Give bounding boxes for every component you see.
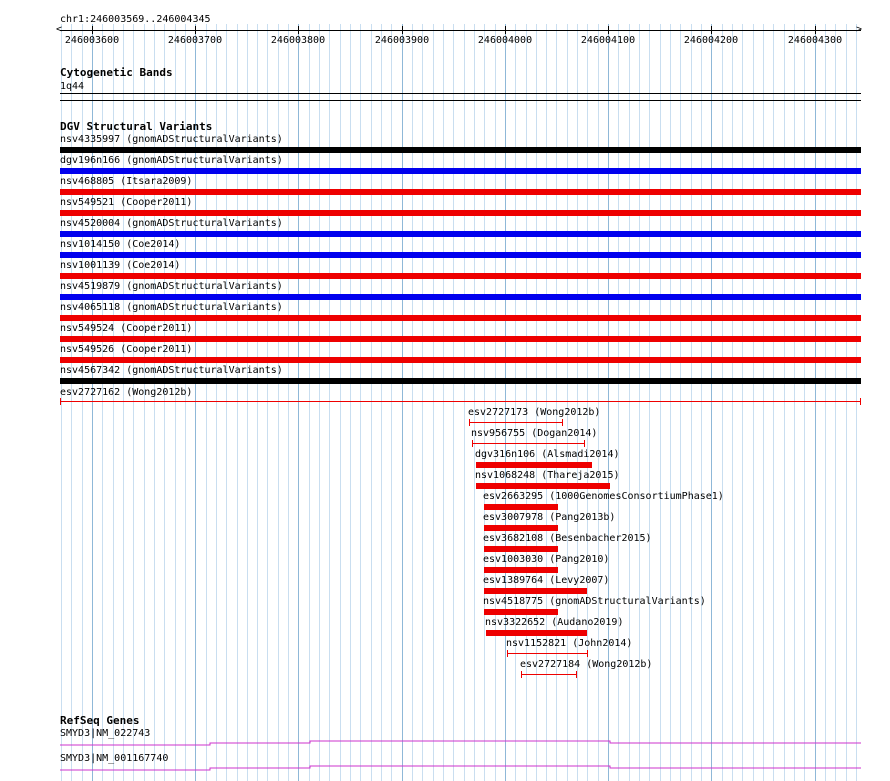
track-divider xyxy=(60,100,861,101)
ruler-tick-label: 246003800 xyxy=(270,35,326,46)
feature-bar[interactable] xyxy=(60,189,861,195)
ruler-tick-label: 246004200 xyxy=(683,35,739,46)
feature-end-tick xyxy=(587,650,588,657)
ruler-tick-label: 246003900 xyxy=(374,35,430,46)
feature-label[interactable]: esv2727173 (Wong2012b) xyxy=(468,407,601,418)
ruler-tick xyxy=(195,26,196,34)
feature-label[interactable]: nsv3322652 (Audano2019) xyxy=(485,617,624,628)
ruler-tick xyxy=(505,26,506,34)
feature-bar[interactable] xyxy=(60,378,861,384)
ruler-tick xyxy=(402,26,403,34)
feature-label[interactable]: nsv468805 (Itsara2009) xyxy=(60,176,193,187)
feature-label[interactable]: dgv316n106 (Alsmadi2014) xyxy=(475,449,620,460)
ruler-tick-label: 246003700 xyxy=(167,35,223,46)
feature-bar[interactable] xyxy=(60,252,861,258)
cytoband-label[interactable]: 1q44 xyxy=(60,81,85,92)
feature-bar[interactable] xyxy=(60,147,861,153)
gene-label[interactable]: SMYD3|NM_001167740 xyxy=(60,753,169,764)
ruler-tick-label: 246004000 xyxy=(477,35,533,46)
feature-span-line[interactable] xyxy=(60,401,861,402)
ruler-tick-label: 246003600 xyxy=(64,35,120,46)
feature-bar[interactable] xyxy=(60,210,861,216)
feature-bar[interactable] xyxy=(60,315,861,321)
feature-end-tick xyxy=(860,398,861,405)
feature-bar[interactable] xyxy=(484,567,558,573)
feature-label[interactable]: nsv549526 (Cooper2011) xyxy=(60,344,193,355)
feature-label[interactable]: esv1003030 (Pang2010) xyxy=(483,554,610,565)
feature-end-tick xyxy=(60,398,61,405)
feature-label[interactable]: esv3682108 (Besenbacher2015) xyxy=(483,533,652,544)
feature-bar[interactable] xyxy=(60,357,861,363)
feature-end-tick xyxy=(576,671,577,678)
ruler-tick-label: 246004100 xyxy=(580,35,636,46)
feature-label[interactable]: nsv549521 (Cooper2011) xyxy=(60,197,193,208)
ruler-tick xyxy=(92,26,93,34)
refseq-title: RefSeq Genes xyxy=(60,714,140,727)
feature-end-tick xyxy=(472,440,473,447)
ruler-tick xyxy=(815,26,816,34)
ruler-axis xyxy=(60,30,861,31)
feature-label[interactable]: dgv196n166 (gnomADStructuralVariants) xyxy=(60,155,283,166)
dgv-title: DGV Structural Variants xyxy=(60,120,213,133)
gene-model-line[interactable] xyxy=(60,763,861,773)
ruler-tick xyxy=(711,26,712,34)
feature-bar[interactable] xyxy=(60,168,861,174)
feature-end-tick xyxy=(562,419,563,426)
feature-label[interactable]: nsv4567342 (gnomADStructuralVariants) xyxy=(60,365,283,376)
feature-label[interactable]: esv1389764 (Levy2007) xyxy=(483,575,610,586)
feature-bar[interactable] xyxy=(484,588,587,594)
feature-label[interactable]: nsv956755 (Dogan2014) xyxy=(471,428,598,439)
feature-bar[interactable] xyxy=(486,630,587,636)
feature-end-tick xyxy=(521,671,522,678)
feature-bar[interactable] xyxy=(60,294,861,300)
feature-span-line[interactable] xyxy=(469,422,562,423)
feature-label[interactable]: nsv4065118 (gnomADStructuralVariants) xyxy=(60,302,283,313)
feature-bar[interactable] xyxy=(484,525,558,531)
feature-label[interactable]: nsv1152821 (John2014) xyxy=(506,638,633,649)
feature-span-line[interactable] xyxy=(507,653,587,654)
feature-bar[interactable] xyxy=(60,231,861,237)
cytobands-title: Cytogenetic Bands xyxy=(60,66,173,79)
feature-label[interactable]: esv2727162 (Wong2012b) xyxy=(60,387,193,398)
feature-bar[interactable] xyxy=(484,546,558,552)
feature-span-line[interactable] xyxy=(472,443,584,444)
feature-label[interactable]: esv2727184 (Wong2012b) xyxy=(520,659,653,670)
feature-label[interactable]: nsv1001139 (Coe2014) xyxy=(60,260,181,271)
feature-label[interactable]: esv3007978 (Pang2013b) xyxy=(483,512,616,523)
ruler-tick xyxy=(298,26,299,34)
feature-bar[interactable] xyxy=(476,462,592,468)
feature-end-tick xyxy=(469,419,470,426)
feature-bar[interactable] xyxy=(60,336,861,342)
ruler-tick-label: 246004300 xyxy=(787,35,843,46)
ruler-tick xyxy=(608,26,609,34)
cytoband-line xyxy=(60,93,861,94)
feature-bar[interactable] xyxy=(484,504,558,510)
feature-bar[interactable] xyxy=(476,483,610,489)
feature-label[interactable]: nsv4335997 (gnomADStructuralVariants) xyxy=(60,134,283,145)
feature-label[interactable]: nsv4519879 (gnomADStructuralVariants) xyxy=(60,281,283,292)
feature-label[interactable]: nsv4520004 (gnomADStructuralVariants) xyxy=(60,218,283,229)
feature-bar[interactable] xyxy=(484,609,558,615)
feature-label[interactable]: nsv1068248 (Thareja2015) xyxy=(475,470,620,481)
feature-bar[interactable] xyxy=(60,273,861,279)
feature-end-tick xyxy=(507,650,508,657)
feature-span-line[interactable] xyxy=(521,674,576,675)
ruler-left-arrow-icon: < xyxy=(56,24,63,35)
ruler-right-arrow-icon: > xyxy=(856,24,863,35)
feature-label[interactable]: esv2663295 (1000GenomesConsortiumPhase1) xyxy=(483,491,724,502)
gene-model-line[interactable] xyxy=(60,738,861,748)
feature-label[interactable]: nsv1014150 (Coe2014) xyxy=(60,239,181,250)
feature-label[interactable]: nsv4518775 (gnomADStructuralVariants) xyxy=(483,596,706,607)
feature-end-tick xyxy=(584,440,585,447)
gene-label[interactable]: SMYD3|NM_022743 xyxy=(60,728,151,739)
region-label: chr1:246003569..246004345 xyxy=(60,14,211,25)
feature-label[interactable]: nsv549524 (Cooper2011) xyxy=(60,323,193,334)
